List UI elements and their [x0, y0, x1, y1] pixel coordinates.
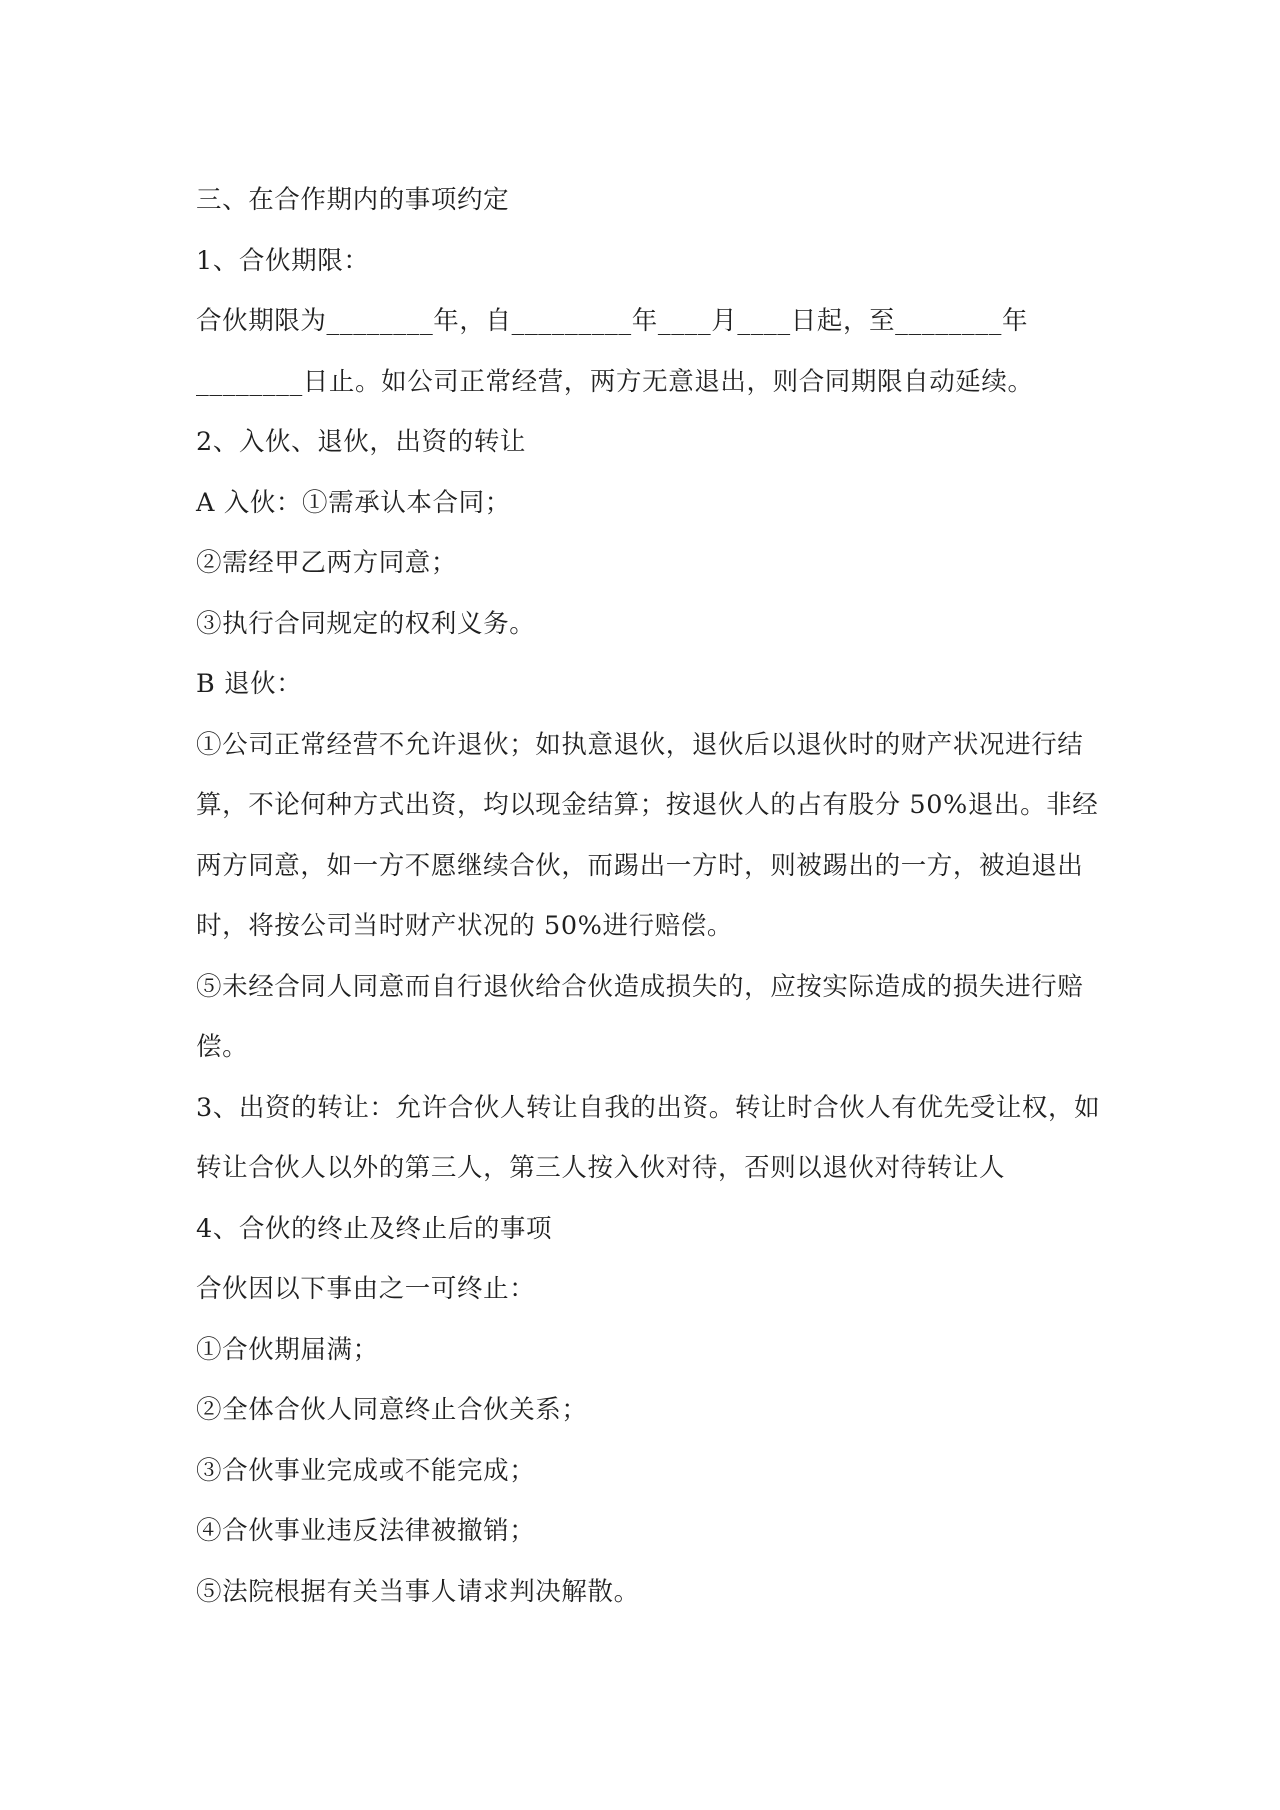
- document-body: [196, 170, 1101, 1622]
- paragraph-line: 两方同意，如一方不愿继续合伙，而踢出一方时，则被踢出的一方，被迫退出: [196, 850, 1084, 881]
- paragraph-line: 时，将按公司当时财产状况的 50%进行赔偿。: [196, 911, 733, 941]
- clause-heading-term: 1、合伙期限：: [196, 245, 370, 276]
- paragraph-line: 算，不论何种方式出资，均以现金结算；按退伙人的占有股分 50%退出。非经: [196, 790, 1099, 820]
- list-item: ⑤法院根据有关当事人请求判决解散。: [196, 1576, 640, 1607]
- clause-heading-transfer: 3、出资的转让：允许合伙人转让自我的出资。转让时合伙人有优先受让权，如: [196, 1092, 1101, 1123]
- list-item: ④合伙事业违反法律被撤销；: [196, 1516, 536, 1546]
- paragraph-line: ②需经甲乙两方同意；: [196, 548, 458, 578]
- list-item: ①合伙期届满；: [196, 1334, 379, 1365]
- paragraph-line: 转让合伙人以外的第三人，第三人按入伙对待，否则以退伙对待转让人: [196, 1153, 1006, 1183]
- paragraph-line: ________日止。如公司正常经营，两方无意退出，则合同期限自动延续。: [196, 366, 1034, 397]
- paragraph-line: ⑤未经合同人同意而自行退伙给合伙造成损失的，应按实际造成的损失进行赔: [196, 971, 1084, 1002]
- list-item: ③合伙事业完成或不能完成；: [196, 1455, 536, 1486]
- clause-heading-termination: 4、合伙的终止及终止后的事项: [196, 1213, 553, 1244]
- list-item: ②全体合伙人同意终止合伙关系；: [196, 1395, 588, 1425]
- paragraph-line: ①公司正常经营不允许退伙；如执意退伙，退伙后以退伙时的财产状况进行结: [196, 729, 1084, 760]
- paragraph-line: 偿。: [196, 1032, 249, 1062]
- paragraph-line: ③执行合同规定的权利义务。: [196, 608, 536, 639]
- clause-heading-admission: 2、入伙、退伙，出资的转让: [196, 427, 527, 457]
- paragraph-line: A 入伙：①需承认本合同；: [196, 487, 511, 518]
- subheading-withdrawal: B 退伙：: [196, 669, 303, 699]
- paragraph-line: 合伙因以下事由之一可终止：: [196, 1274, 536, 1304]
- paragraph-line: 合伙期限为________年，自_________年____月____日起，至________年: [196, 306, 1029, 336]
- section-heading: 三、在合作期内的事项约定: [196, 185, 510, 215]
